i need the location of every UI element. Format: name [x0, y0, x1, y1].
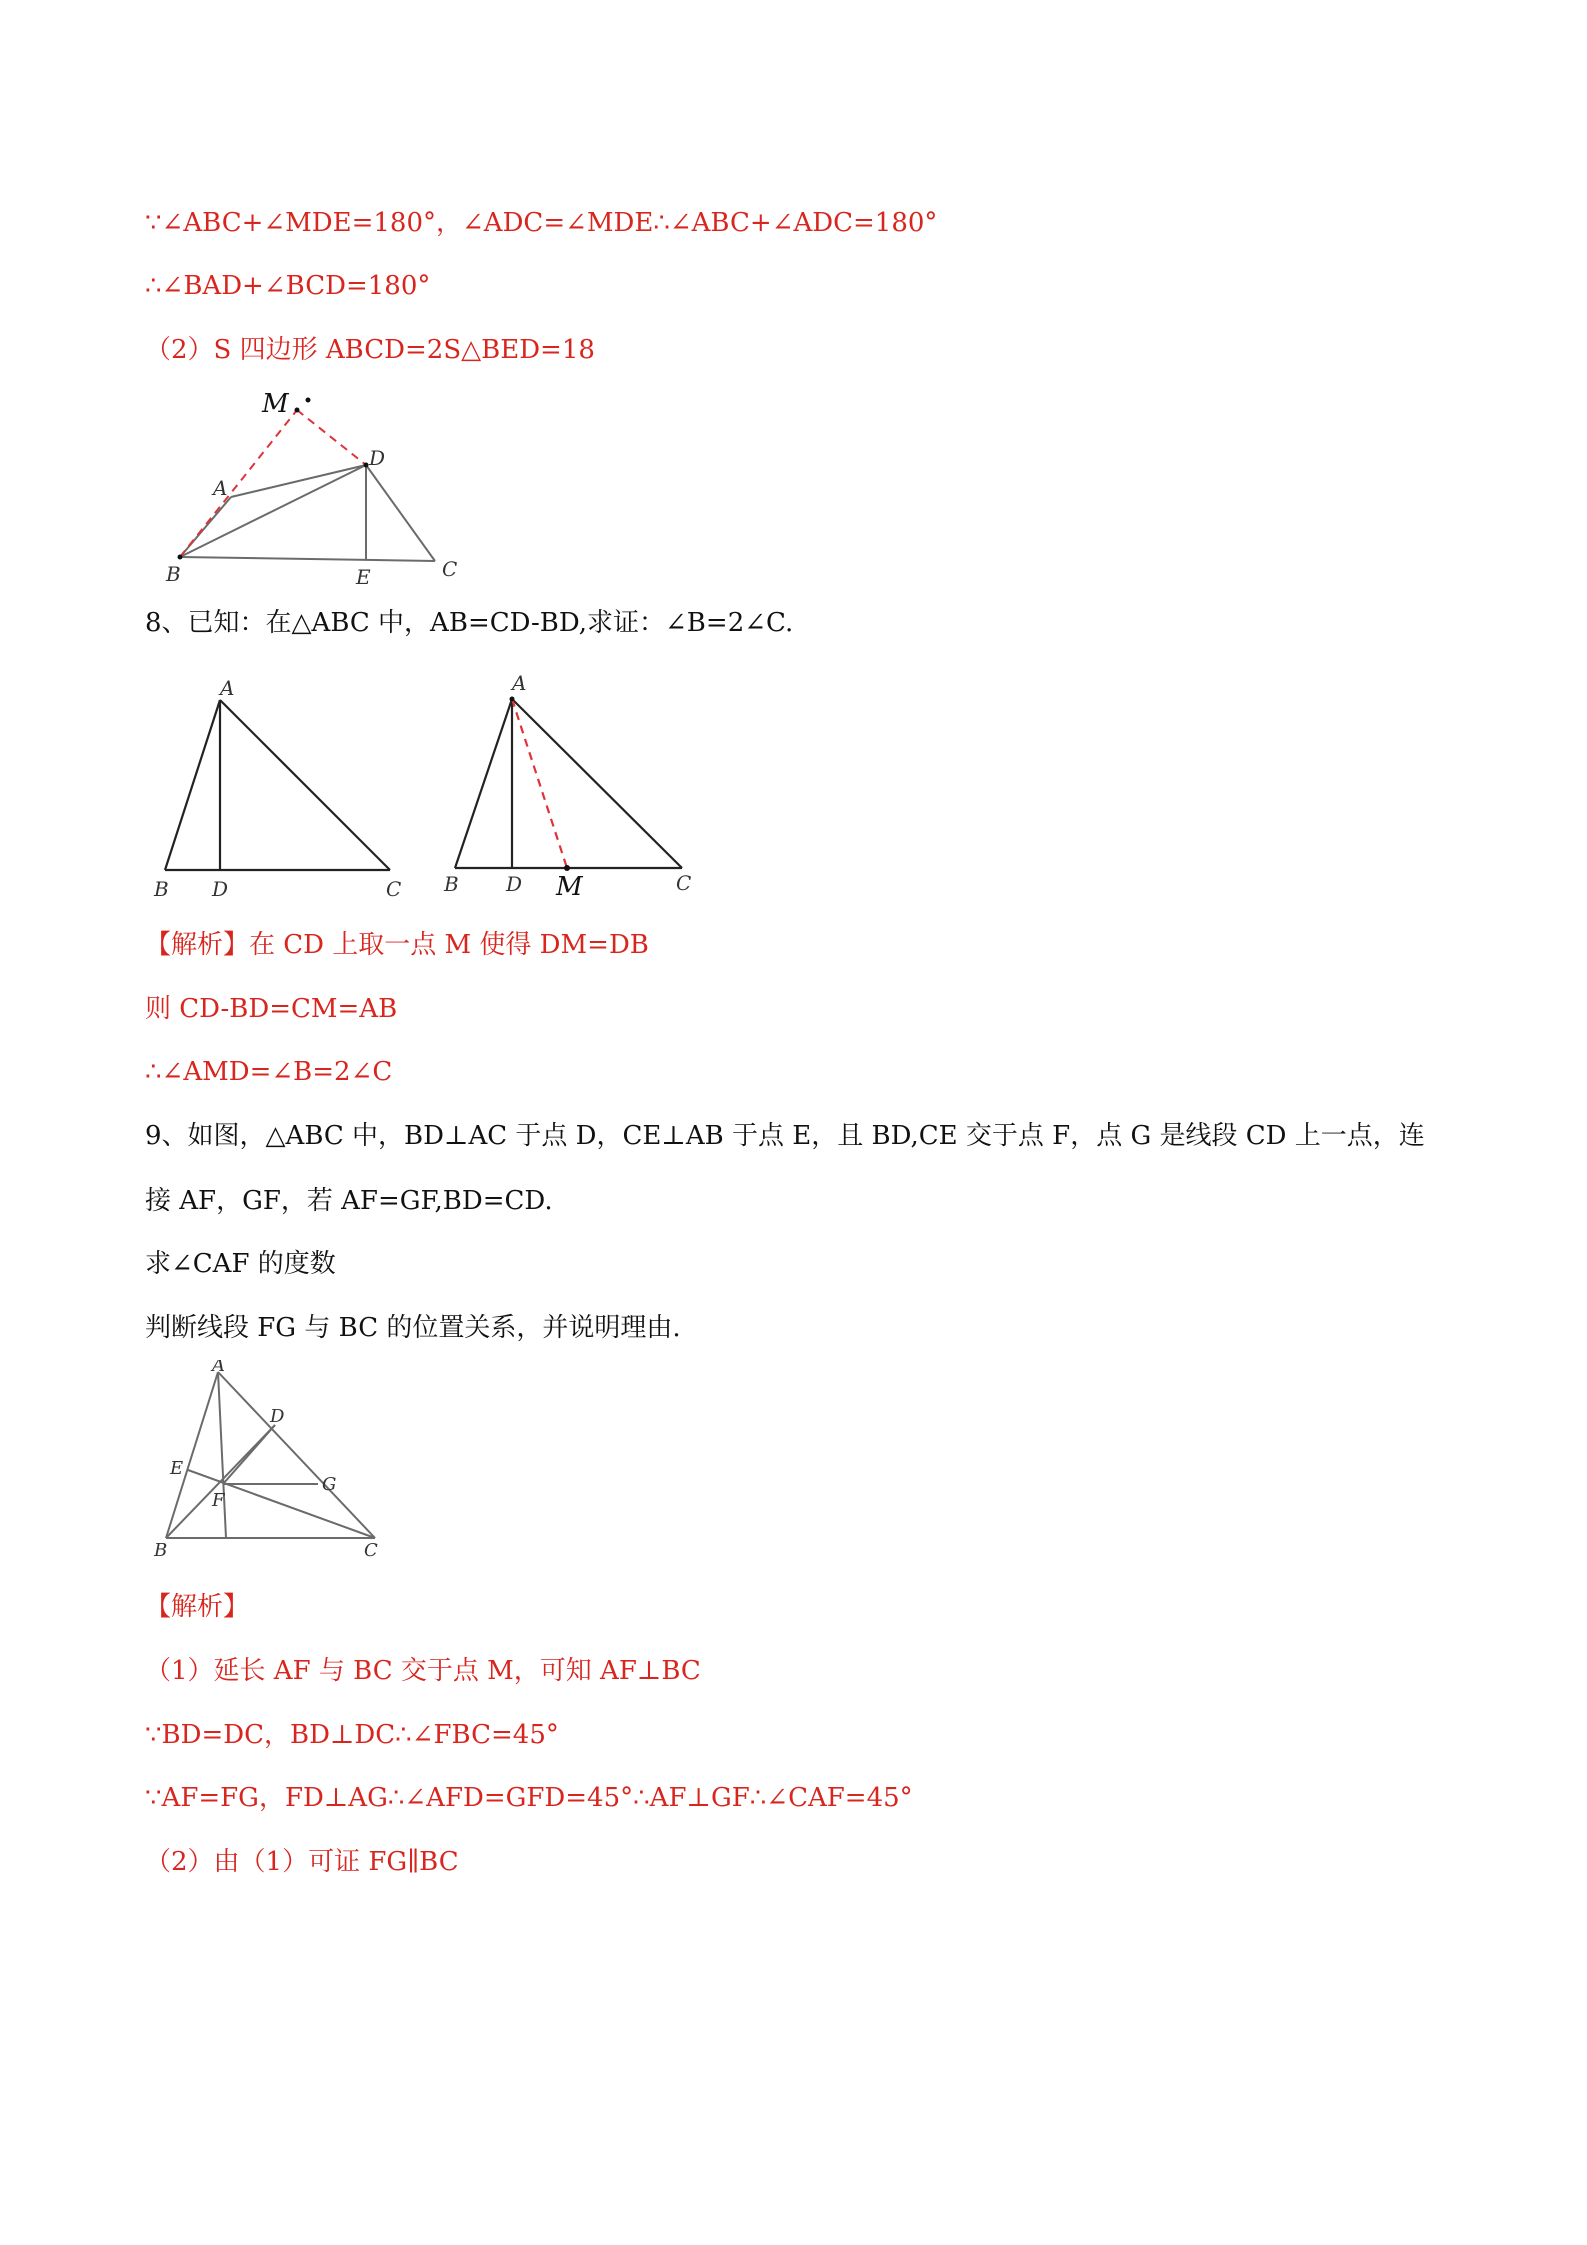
problem8-statement: 8、已知：在△ABC 中，AB=CD-BD,求证：∠B=2∠C. [145, 608, 794, 638]
figure-triangle-altitude [150, 672, 410, 902]
label-D: D [506, 872, 523, 896]
figure-triangle-point-M [440, 668, 700, 904]
problem9-line-2: 接 AF，GF，若 AF=GF,BD=CD. [145, 1186, 553, 1216]
figure-quadrilateral [160, 380, 480, 590]
solution9-heading: 【解析】 [145, 1592, 250, 1622]
label-C: C [442, 557, 458, 581]
label-G: G [322, 1474, 337, 1495]
solution9-line-3: ∵AF=FG，FD⊥AG∴∠AFD=GFD=45°∴AF⊥GF∴∠CAF=45° [145, 1783, 913, 1813]
solution9-line-1: （1）延长 AF 与 BC 交于点 M，可知 AF⊥BC [145, 1656, 701, 1686]
label-M: M [262, 389, 289, 419]
solution8-line-1: 【解析】在 CD 上取一点 M 使得 DM=DB [145, 930, 649, 960]
label-B: B [154, 877, 169, 901]
label-E: E [170, 1458, 184, 1479]
problem9-line-1: 9、如图，△ABC 中，BD⊥AC 于点 D，CE⊥AB 于点 E，且 BD,CE 交于点 F，点 G 是线段 CD 上一点，连 [145, 1121, 1425, 1151]
label-B: B [444, 872, 459, 896]
label-F: F [212, 1490, 225, 1511]
label-M: M [556, 872, 583, 902]
solution8-line-3: ∴∠AMD=∠B=2∠C [145, 1057, 393, 1087]
label-A: A [220, 676, 235, 700]
label-D: D [369, 446, 386, 470]
label-A: A [212, 1360, 225, 1376]
solution7-line-3: （2）S 四边形 ABCD=2S△BED=18 [145, 335, 595, 365]
solution9-line-4: （2）由（1）可证 FG∥BC [145, 1847, 459, 1877]
label-C: C [364, 1540, 378, 1560]
solution7-line-2: ∴∠BAD+∠BCD=180° [145, 271, 431, 301]
problem9-line-3: 求∠CAF 的度数 [145, 1249, 336, 1279]
label-A: A [213, 476, 228, 500]
solution9-line-2: ∵BD=DC，BD⊥DC∴∠FBC=45° [145, 1720, 559, 1750]
label-C: C [676, 871, 692, 895]
label-B: B [166, 562, 181, 586]
label-D: D [212, 877, 229, 901]
label-A: A [512, 671, 527, 695]
label-C: C [386, 877, 402, 901]
label-B: B [154, 1540, 168, 1560]
solution7-line-1: ∵∠ABC+∠MDE=180°，∠ADC=∠MDE∴∠ABC+∠ADC=180° [145, 208, 938, 238]
problem9-line-4: 判断线段 FG 与 BC 的位置关系，并说明理由. [145, 1313, 681, 1343]
label-D: D [270, 1406, 285, 1427]
solution8-line-2: 则 CD-BD=CM=AB [145, 994, 398, 1024]
label-E: E [356, 565, 371, 589]
figure-triangle-altitudes [148, 1360, 388, 1560]
